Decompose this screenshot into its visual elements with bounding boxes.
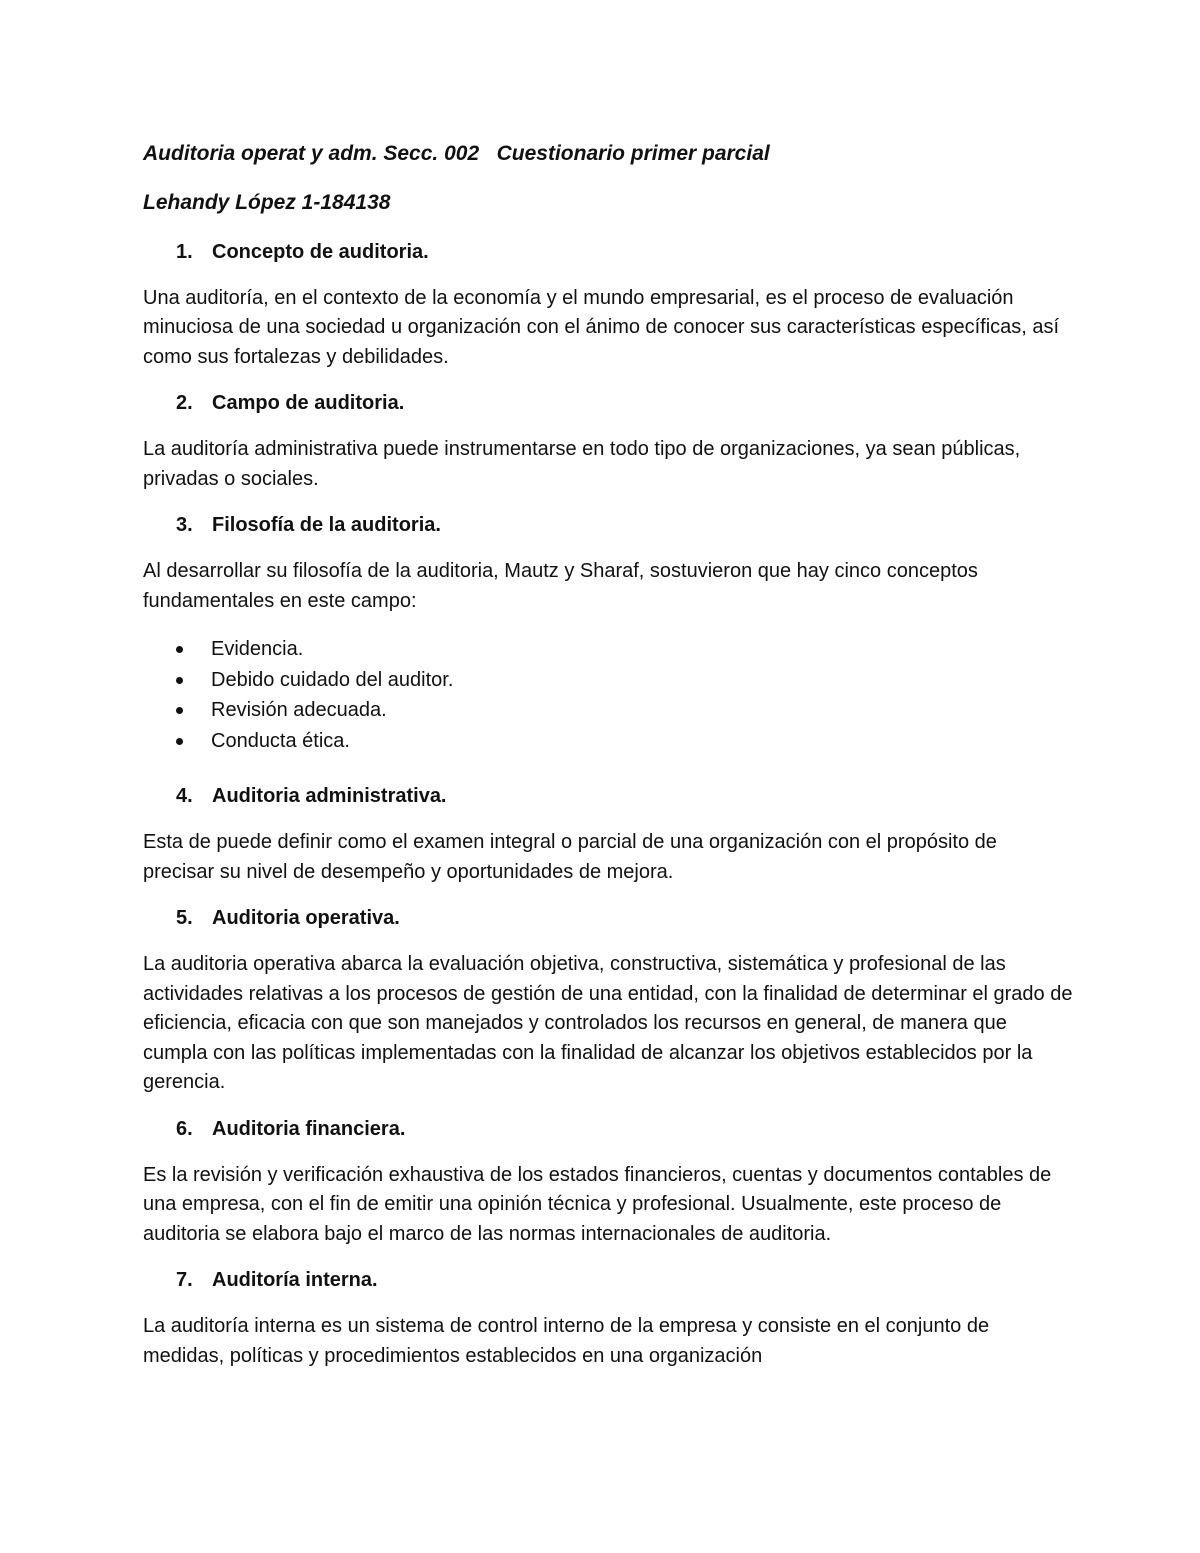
list-item-text: Debido cuidado del auditor. xyxy=(211,668,454,691)
list-item xyxy=(143,665,1080,696)
section-title: Auditoria administrativa. xyxy=(212,785,447,808)
list-item xyxy=(143,726,1080,757)
section-title: Auditoria operativa. xyxy=(212,907,400,930)
bullet-icon xyxy=(176,707,183,714)
section-number: 1. xyxy=(176,240,193,263)
section-heading xyxy=(143,512,1080,539)
course-title: Auditoria operat y adm. Secc. 002 Cuestionario primer parcial xyxy=(143,142,770,165)
section-number: 4. xyxy=(176,785,193,808)
section-number: 7. xyxy=(176,1269,193,1292)
section-title: Concepto de auditoria. xyxy=(212,240,429,263)
list-item xyxy=(143,634,1080,665)
section-heading xyxy=(143,905,1080,932)
section-body: Al desarrollar su filosofía de la auditoria, Mautz y Sharaf, sostuvieron que hay cinco conceptos fundamentales en este campo: xyxy=(143,560,978,612)
student-name: Lehandy López 1-184138 xyxy=(143,191,391,215)
section-title: Campo de auditoria. xyxy=(212,392,405,415)
list-item xyxy=(143,695,1080,726)
section-body: Una auditoría, en el contexto de la economía y el mundo empresarial, es el proceso de evaluación minuciosa de una sociedad u organización con el ánimo de conocer sus características específicas, así como sus fortalezas y debilidades. xyxy=(143,286,1060,368)
section-title: Auditoria financiera. xyxy=(212,1117,406,1140)
section-number: 6. xyxy=(176,1117,193,1140)
section-body: Esta de puede definir como el examen integral o parcial de una organización con el propósito de precisar su nivel de desempeño y oportunidades de mejora. xyxy=(143,831,997,883)
section-body: Es la revisión y verificación exhaustiva de los estados financieros, cuentas y documentos contables de una empresa, con el fin de emitir una opinión técnica y profesional. Usualmente, este proceso de auditoria se elabora bajo el marco de las normas internacionales de auditoria. xyxy=(143,1163,1052,1245)
section-title: Filosofía de la auditoria. xyxy=(212,514,441,537)
section-body: La auditoria operativa abarca la evaluación objetiva, constructiva, sistemática y profesional de las actividades relativas a los procesos de gestión de una entidad, con la finalidad de determinar el grado de eficiencia, eficacia con que son manejados y controlados los recursos en general, de manera que cumpla con las políticas implementadas con la finalidad de alcanzar los objetivos establecidos por la gerencia. xyxy=(143,953,1073,1094)
section-heading xyxy=(143,1267,1080,1294)
list-item-text: Evidencia. xyxy=(211,638,304,661)
bullet-icon xyxy=(176,646,183,653)
section-heading xyxy=(143,783,1080,810)
section-title: Auditoría interna. xyxy=(212,1269,378,1292)
section-number: 2. xyxy=(176,392,193,415)
section-heading xyxy=(143,1116,1080,1143)
section-body: La auditoría interna es un sistema de control interno de la empresa y consiste en el conjunto de medidas, políticas y procedimientos establecidos en una organización xyxy=(143,1315,990,1367)
list-item-text: Conducta ética. xyxy=(211,729,350,752)
section-number: 3. xyxy=(176,514,193,537)
bullet-icon xyxy=(176,677,183,684)
section-heading xyxy=(143,239,1080,266)
bullet-icon xyxy=(176,738,183,745)
section-number: 5. xyxy=(176,907,193,930)
section-heading xyxy=(143,390,1080,417)
list-item-text: Revisión adecuada. xyxy=(211,699,387,722)
section-body: La auditoría administrativa puede instrumentarse en todo tipo de organizaciones, ya sean públicas, privadas o sociales. xyxy=(143,438,1021,490)
bullet-list xyxy=(143,634,1080,756)
